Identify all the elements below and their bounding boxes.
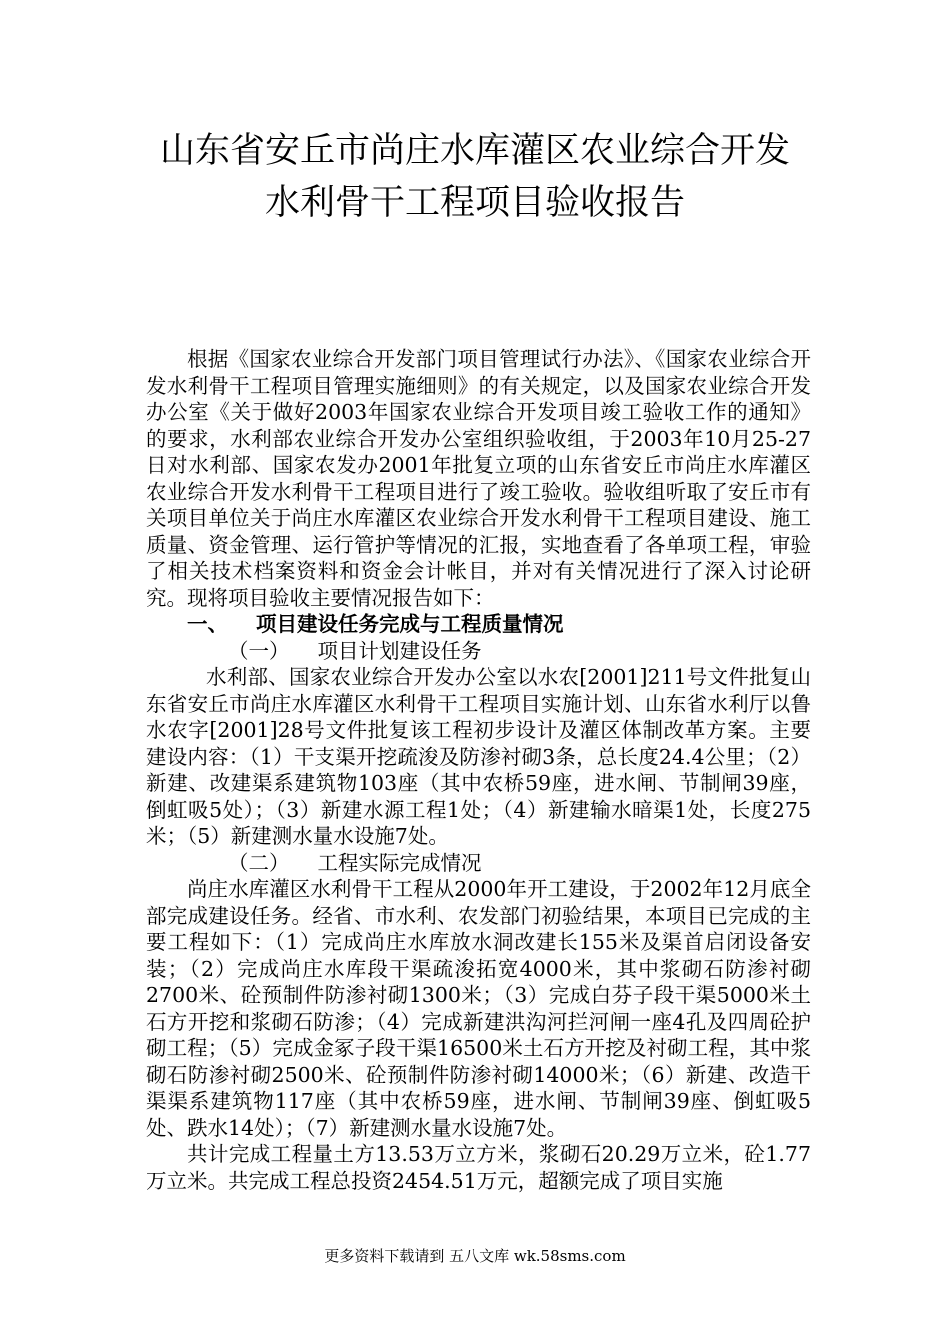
- plan-paragraph: 水利部、国家农业综合开发办公室以水农[2001]211号文件批复山东省安丘市尚庄水库灌区水利骨干工程项目实施计划、山东省水利厅以鲁水农字[2001]28号文件批复该工程初步设计及灌区体制改革方案。主要建设内容：（1）干支渠开挖疏浚及防渗衬砌3条，总长度24.4公里；（2）新建、改建渠系建筑物103座（其中农桥59座，进水闸、节制闸39座，倒虹吸5处）；（3）新建水源工程1处；（4）新建输水暗渠1处，长度275米；（5）新建测水量水设施7处。: [146, 665, 811, 848]
- total-paragraph: 共计完成工程量土方13.53万立方米，浆砌石20.29万立米，砼1.77万立米。共完成工程总投资2454.51万元，超额完成了项目实施: [146, 1142, 811, 1193]
- subsection-2-number: （二）: [228, 850, 290, 875]
- section-1-heading: [146, 611, 811, 638]
- subsection-1-heading: [146, 638, 811, 665]
- document-title-line-2: 水利骨干工程项目验收报告: [264, 183, 685, 223]
- section-1-number: 一、: [187, 612, 228, 636]
- document-title-line-1: 山东省安丘市尚庄水库灌区农业综合开发: [159, 131, 790, 171]
- document-body: [146, 346, 811, 1194]
- subsection-2-title: 工程实际完成情况: [317, 850, 482, 875]
- actual-paragraph: 尚庄水库灌区水利骨干工程从2000年开工建设，于2002年12月底全部完成建设任务。经省、市水利、农发部门初验结果，本项目已完成的主要工程如下：（1）完成尚庄水库放水洞改建长155米及渠首启闭设备安装；（2）完成尚庄水库段干渠疏浚拓宽4000米，其中浆砌石防渗衬砌2700米、砼预制件防渗衬砌1300米；（3）完成白芬子段干渠5000米土石方开挖和浆砌石防渗；（4）完成新建洪沟河拦河闸一座4孔及四周砼护砌工程；（5）完成金冢子段干渠16500米土石方开挖及衬砌工程，其中浆砌石防渗衬砌2500米、砼预制件防渗衬砌14000米；（6）新建、改造干渠渠系建筑物117座（其中农桥59座，进水闸、节制闸39座、倒虹吸5处、跌水14处）；（7）新建测水量水设施7处。: [146, 877, 811, 1140]
- footer-note: 更多资料下载请到 五八文库 wk.58sms.com: [324, 1247, 626, 1265]
- subsection-1-title: 项目计划建设任务: [317, 638, 482, 663]
- section-1-title: 项目建设任务完成与工程质量情况: [256, 612, 564, 636]
- subsection-2-heading: [146, 850, 811, 877]
- intro-paragraph: 根据《国家农业综合开发部门项目管理试行办法》、《国家农业综合开发水利骨干工程项目管理实施细则》的有关规定，以及国家农业综合开发办公室《关于做好2003年国家农业综合开发项目竣工验收工作的通知》的要求，水利部农业综合开发办公室组织验收组，于2003年10月25-27日对水利部、国家农发办2001年批复立项的山东省安丘市尚庄水库灌区农业综合开发水利骨干工程项目进行了竣工验收。验收组听取了安丘市有关项目单位关于尚庄水库灌区农业综合开发水利骨干工程项目建设、施工质量、资金管理、运行管护等情况的汇报，实地查看了各单项工程，审验了相关技术档案资料和资金会计帐目，并对有关情况进行了深入讨论研究。现将项目验收主要情况报告如下：: [146, 347, 811, 610]
- subsection-1-number: （一）: [228, 638, 290, 663]
